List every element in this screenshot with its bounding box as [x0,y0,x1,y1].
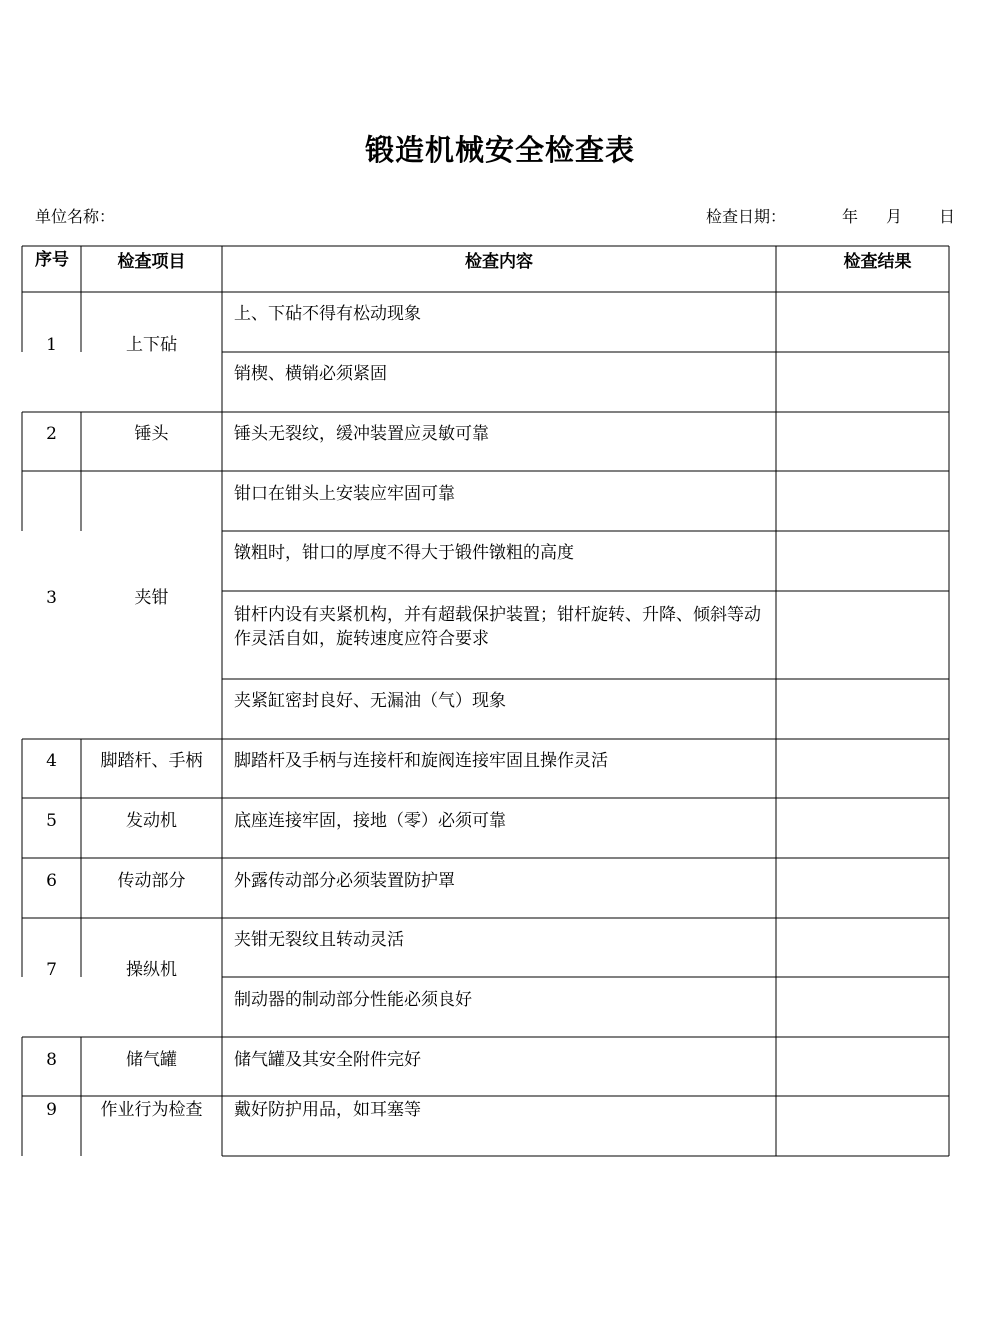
row-content: 锤头无裂纹，缓冲装置应灵敏可靠 [234,424,489,444]
row-item: 脚踏杆、手柄 [100,751,203,771]
row-item: 锤头 [134,424,169,444]
row-content: 钳杆内设有夹紧机构，并有超载保护装置；钳杆旋转、升降、倾斜等动作灵活自如，旋转速度应符合要求 [234,605,761,649]
row-item: 操纵机 [126,960,177,980]
result-cell[interactable] [777,740,948,797]
date-day-label: 日 [939,207,956,226]
row-no: 5 [46,811,57,831]
row-item: 发动机 [126,811,177,831]
date-year-label: 年 [842,207,859,226]
row-no: 9 [46,1100,57,1120]
row-content: 戴好防护用品，如耳塞等 [234,1100,421,1120]
inspection-date-label: 检查日期： [706,207,787,226]
result-cell[interactable] [777,413,948,470]
row-no: 2 [46,424,57,444]
row-no: 3 [46,588,57,608]
row-content: 钳口在钳头上安装应牢固可靠 [234,484,455,504]
header-content: 检查内容 [465,252,533,272]
row-no: 8 [46,1050,57,1070]
result-cell[interactable] [777,293,948,351]
row-no: 6 [46,871,57,891]
header-result: 检查结果 [843,252,912,272]
result-cell[interactable] [777,919,948,976]
row-content: 底座连接牢固，接地（零）必须可靠 [234,811,506,831]
result-cell[interactable] [777,799,948,857]
result-cell[interactable] [777,859,948,917]
result-cell[interactable] [777,680,948,738]
row-content: 夹紧缸密封良好、无漏油（气）现象 [234,691,506,711]
result-cell[interactable] [777,1038,948,1095]
result-cell[interactable] [777,472,948,530]
header-no: 序号 [35,250,69,270]
row-no: 4 [46,751,57,771]
row-content: 外露传动部分必须装置防护罩 [234,871,455,891]
row-no: 1 [46,335,57,355]
date-month-label: 月 [886,207,903,226]
result-cell[interactable] [777,353,948,411]
unit-name-label: 单位名称： [35,207,116,226]
page-title: 锻造机械安全检查表 [364,133,635,167]
row-item: 储气罐 [126,1050,177,1070]
row-content: 夹钳无裂纹且转动灵活 [234,930,404,950]
row-content: 制动器的制动部分性能必须良好 [234,990,472,1010]
row-item: 上下砧 [126,335,177,355]
header-item: 检查项目 [117,252,186,272]
row-content: 镦粗时，钳口的厚度不得大于锻件镦粗的高度 [234,543,574,563]
row-item: 传动部分 [117,871,186,891]
row-content: 上、下砧不得有松动现象 [234,304,421,324]
row-item: 作业行为检查 [100,1100,203,1120]
row-content: 销楔、横销必须紧固 [234,364,387,384]
result-cell[interactable] [777,1097,948,1155]
row-content: 脚踏杆及手柄与连接杆和旋阀连接牢固且操作灵活 [234,751,608,771]
result-cell[interactable] [777,978,948,1036]
row-content: 储气罐及其安全附件完好 [234,1050,421,1070]
row-item: 夹钳 [134,588,169,608]
result-cell[interactable] [777,532,948,590]
result-cell[interactable] [777,592,948,678]
row-no: 7 [46,960,57,980]
